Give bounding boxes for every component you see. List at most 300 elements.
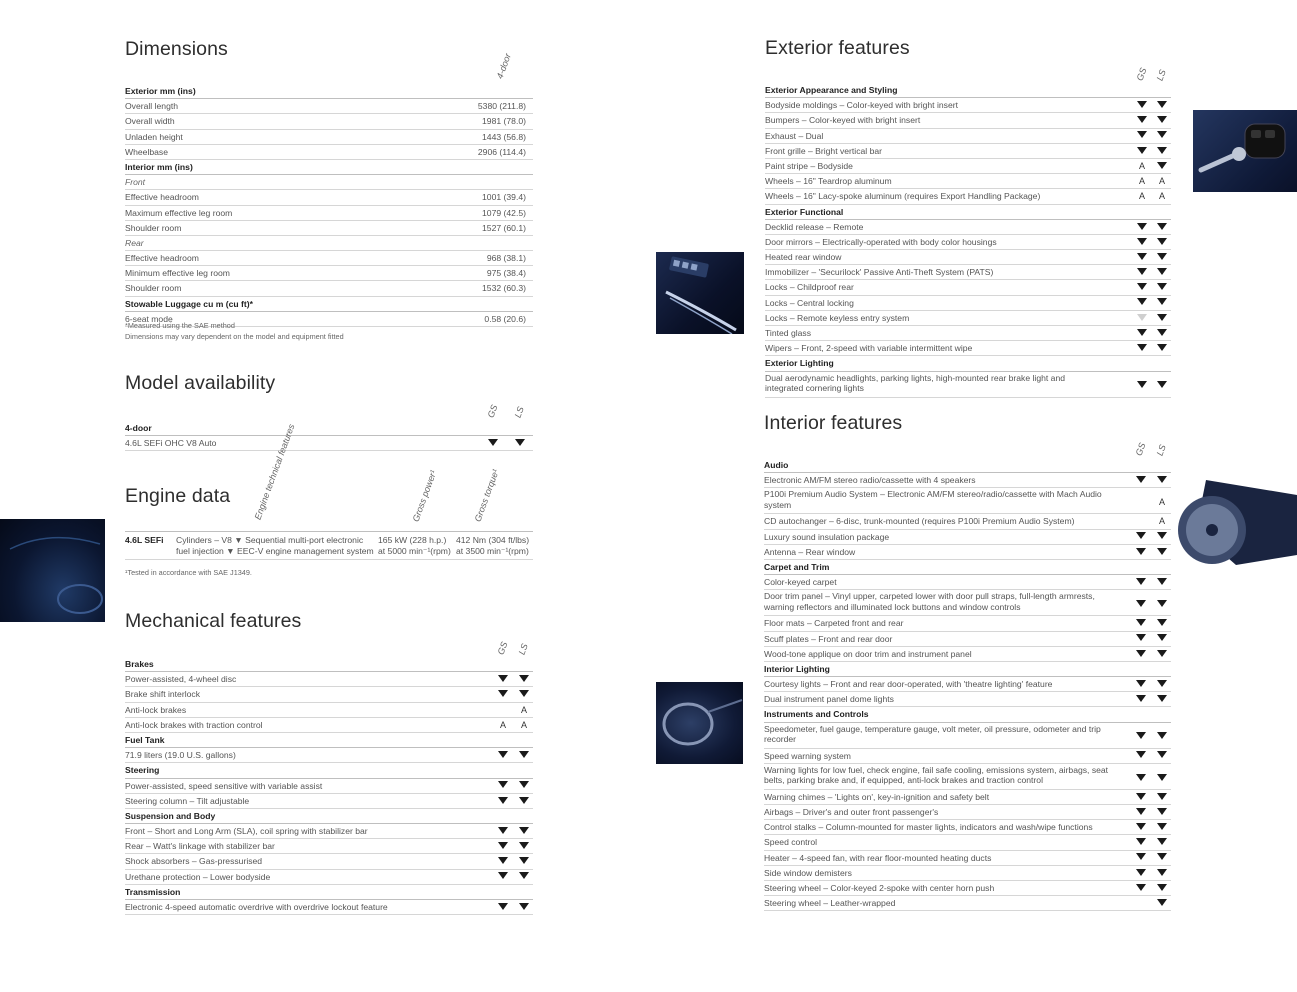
table-row bbox=[125, 854, 533, 869]
table-group-heading bbox=[125, 421, 533, 436]
table-group-heading bbox=[765, 205, 1171, 220]
table-row bbox=[764, 545, 1171, 560]
gs-marker bbox=[1135, 632, 1147, 646]
ls-marker: A bbox=[520, 719, 527, 730]
row-label: Minimum effective leg room bbox=[125, 268, 230, 279]
row-label: Steering wheel – Leather-wrapped bbox=[764, 898, 896, 909]
gs-marker bbox=[1136, 296, 1148, 310]
table-group-heading bbox=[765, 83, 1171, 98]
ls-marker bbox=[1156, 341, 1168, 355]
row-label: Rear bbox=[125, 237, 144, 248]
gs-marker bbox=[1135, 677, 1147, 691]
table-row bbox=[125, 870, 533, 885]
table-row bbox=[764, 749, 1171, 764]
table-row bbox=[125, 206, 533, 221]
table-row bbox=[125, 436, 533, 451]
ls-marker bbox=[518, 779, 530, 793]
table-row bbox=[765, 174, 1171, 189]
gs-marker bbox=[1135, 805, 1147, 819]
dimensions-note-2: Dimensions may vary dependent on the model and equipment fitted bbox=[125, 332, 344, 341]
ls-marker: A bbox=[520, 704, 527, 715]
ls-marker bbox=[1156, 881, 1168, 895]
gs-marker bbox=[487, 436, 499, 450]
row-label: Heater – 4-speed fan, with rear floor-mounted heating ducts bbox=[764, 852, 992, 863]
row-label: Effective headroom bbox=[125, 192, 199, 203]
gs-marker bbox=[1135, 835, 1147, 849]
gs-marker bbox=[1136, 341, 1148, 355]
row-label: Stowable Luggage cu m (cu ft)* bbox=[125, 298, 253, 309]
table-row bbox=[764, 616, 1171, 631]
table-row bbox=[765, 341, 1171, 356]
ls-marker bbox=[1156, 311, 1168, 325]
table-row bbox=[764, 835, 1171, 850]
gs-marker bbox=[1135, 575, 1147, 589]
row-label: Floor mats – Carpeted front and rear bbox=[764, 618, 904, 629]
engine-data-title: Engine data bbox=[125, 485, 231, 507]
gs-marker bbox=[1135, 771, 1147, 785]
table-row bbox=[125, 900, 533, 915]
row-label: Heated rear window bbox=[765, 252, 842, 263]
row-value: 1079 (42.5) bbox=[482, 207, 526, 218]
table-row bbox=[125, 145, 533, 160]
table-row bbox=[765, 144, 1171, 159]
row-label: Dual aerodynamic headlights, parking lights, high-mounted rear brake light and integrated cornering lights bbox=[765, 372, 1066, 394]
gs-marker: A bbox=[1138, 176, 1145, 187]
row-label: Bodyside moldings – Color-keyed with bright insert bbox=[765, 100, 958, 111]
row-label: Effective headroom bbox=[125, 253, 199, 264]
ls-marker bbox=[1156, 280, 1168, 294]
engine-col-features-label: Engine technical features bbox=[252, 422, 297, 521]
ls-marker: A bbox=[1158, 497, 1165, 508]
ls-marker bbox=[1156, 851, 1168, 865]
table-row bbox=[125, 114, 533, 129]
gs-marker: A bbox=[1138, 191, 1145, 202]
row-label: Wheelbase bbox=[125, 146, 168, 157]
engine-rule-top bbox=[125, 531, 533, 532]
table-row bbox=[765, 220, 1171, 235]
row-label: Control stalks – Column-mounted for master lights, indicators and wash/wipe functions bbox=[764, 822, 1093, 833]
row-label: Locks – Remote keyless entry system bbox=[765, 312, 910, 323]
table-row bbox=[125, 748, 533, 763]
table-row bbox=[764, 896, 1171, 911]
table-row bbox=[764, 723, 1171, 749]
engine-torque-1: 412 Nm (304 ft/lbs) bbox=[456, 535, 530, 545]
row-label: Dual instrument panel dome lights bbox=[764, 694, 894, 705]
ls-marker bbox=[1156, 820, 1168, 834]
table-row bbox=[764, 575, 1171, 590]
row-label: P100i Premium Audio System – Electronic AM/FM stereo/radio/cassette with Mach Audio system bbox=[764, 489, 1102, 510]
exterior-col-ls: LS bbox=[1154, 68, 1168, 82]
gs-marker bbox=[1135, 851, 1147, 865]
row-label: 4.6L SEFi OHC V8 Auto bbox=[125, 438, 217, 449]
row-label: 6-seat mode bbox=[125, 313, 173, 324]
row-label: Urethane protection – Lower bodyside bbox=[125, 871, 271, 882]
table-row bbox=[765, 250, 1171, 265]
row-label: Speed control bbox=[764, 837, 818, 848]
table-row bbox=[764, 851, 1171, 866]
gs-marker bbox=[1136, 311, 1148, 325]
row-label: Rear – Watt's linkage with stabilizer bar bbox=[125, 841, 275, 852]
table-group-heading bbox=[125, 809, 533, 824]
row-label: Shoulder room bbox=[125, 222, 182, 233]
ls-marker bbox=[1156, 98, 1168, 112]
table-row bbox=[125, 221, 533, 236]
ls-marker bbox=[1156, 250, 1168, 264]
row-value: 975 (38.4) bbox=[486, 268, 526, 279]
table-row bbox=[125, 672, 533, 687]
engine-features-1: Cylinders – V8 ▼ Sequential multi-port electronic bbox=[176, 535, 364, 545]
row-value: 1981 (78.0) bbox=[482, 116, 526, 127]
row-label: Exterior mm (ins) bbox=[125, 86, 196, 96]
table-row bbox=[764, 473, 1171, 488]
table-row bbox=[764, 530, 1171, 545]
door-lock-switch-photo bbox=[656, 252, 744, 334]
gs-marker bbox=[1135, 866, 1147, 880]
row-value: 1443 (56.8) bbox=[482, 131, 526, 142]
table-row bbox=[125, 718, 533, 733]
gs-marker bbox=[1135, 820, 1147, 834]
row-label: Speedometer, fuel gauge, temperature gauge, volt meter, oil pressure, odometer and trip recorder bbox=[764, 723, 1101, 745]
table-row bbox=[125, 794, 533, 809]
row-label: Side window demisters bbox=[764, 867, 852, 878]
row-label: Luxury sound insulation package bbox=[764, 531, 890, 542]
row-label: Bumpers – Color-keyed with bright insert bbox=[765, 115, 921, 126]
gs-marker bbox=[1136, 113, 1148, 127]
row-label: Shoulder room bbox=[125, 283, 182, 294]
row-label: Front grille – Bright vertical bar bbox=[765, 145, 883, 156]
gs-marker bbox=[497, 779, 509, 793]
row-label: Transmission bbox=[125, 886, 181, 897]
row-value: 1001 (39.4) bbox=[482, 192, 526, 203]
table-group-heading bbox=[125, 160, 533, 175]
ls-marker bbox=[1156, 632, 1168, 646]
ls-marker bbox=[1156, 473, 1168, 487]
table-group-heading bbox=[125, 84, 533, 99]
table-row bbox=[765, 113, 1171, 128]
row-label: Exhaust – Dual bbox=[765, 130, 824, 141]
row-label: Courtesy lights – Front and rear door-operated, with 'theatre lighting' feature bbox=[764, 679, 1053, 690]
row-value: 1532 (60.3) bbox=[482, 283, 526, 294]
table-row bbox=[125, 236, 533, 251]
table-row bbox=[125, 266, 533, 281]
table-row bbox=[764, 692, 1171, 707]
table-row bbox=[125, 99, 533, 114]
row-label: Airbags – Driver's and outer front passenger's bbox=[764, 807, 939, 817]
table-row bbox=[764, 790, 1171, 805]
gs-marker bbox=[1135, 749, 1147, 763]
table-row bbox=[764, 881, 1171, 896]
table-row bbox=[765, 311, 1171, 326]
gs-marker bbox=[1136, 129, 1148, 143]
gs-marker bbox=[1135, 545, 1147, 559]
ls-marker bbox=[518, 854, 530, 868]
table-group-heading bbox=[764, 458, 1171, 473]
row-label: Unladen height bbox=[125, 131, 183, 142]
engine-col-power: Gross power¹ bbox=[410, 468, 439, 523]
gs-marker bbox=[1136, 326, 1148, 340]
exterior-table bbox=[765, 83, 1171, 398]
table-row bbox=[764, 590, 1171, 616]
ls-marker bbox=[1156, 575, 1168, 589]
gs-marker bbox=[1135, 692, 1147, 706]
table-group-heading bbox=[125, 733, 533, 748]
ls-marker bbox=[1156, 545, 1168, 559]
table-row bbox=[764, 488, 1171, 514]
row-value: 1527 (60.1) bbox=[482, 222, 526, 233]
row-label: Electronic 4-speed automatic overdrive with overdrive lockout feature bbox=[125, 902, 388, 912]
gs-marker bbox=[497, 854, 509, 868]
table-row bbox=[765, 372, 1171, 398]
ls-marker bbox=[1156, 265, 1168, 279]
row-label: Immobilizer – 'Securilock' Passive Anti-Theft System (PATS) bbox=[765, 267, 994, 278]
ls-marker bbox=[1156, 616, 1168, 630]
model-availability-title: Model availability bbox=[125, 372, 276, 394]
row-label: Scuff plates – Front and rear door bbox=[764, 633, 893, 644]
ls-marker bbox=[518, 748, 530, 762]
ls-marker: A bbox=[1158, 516, 1165, 527]
row-label: Steering column – Tilt adjustable bbox=[125, 795, 250, 806]
engine-note: ¹Tested in accordance with SAE J1349. bbox=[125, 568, 252, 577]
table-row bbox=[125, 281, 533, 296]
engine-features-2: fuel injection ▼ EEC-V engine management system bbox=[176, 546, 374, 556]
row-label: Carpet and Trim bbox=[764, 561, 830, 572]
gs-marker bbox=[1135, 881, 1147, 895]
row-label: Audio bbox=[764, 460, 789, 470]
car-key-photo bbox=[1193, 110, 1297, 192]
interior-col-ls: LS bbox=[1154, 443, 1168, 457]
ls-marker bbox=[1156, 677, 1168, 691]
ls-marker bbox=[518, 824, 530, 838]
mechanical-col-gs: GS bbox=[495, 640, 510, 656]
row-label: Fuel Tank bbox=[125, 734, 165, 745]
row-label: Door mirrors – Electrically-operated with body color housings bbox=[765, 236, 997, 247]
table-row bbox=[125, 130, 533, 145]
ls-marker bbox=[1156, 805, 1168, 819]
ls-marker bbox=[1156, 129, 1168, 143]
row-value: 0.58 (20.6) bbox=[484, 313, 526, 324]
table-row bbox=[765, 265, 1171, 280]
ls-marker bbox=[1156, 896, 1168, 910]
ls-marker bbox=[1156, 730, 1168, 744]
car-key-drawing bbox=[1193, 110, 1297, 192]
gs-marker bbox=[1136, 280, 1148, 294]
table-row bbox=[765, 280, 1171, 295]
table-group-heading bbox=[764, 662, 1171, 677]
table-group-heading bbox=[125, 763, 533, 778]
table-group-heading bbox=[764, 560, 1171, 575]
row-label: Overall width bbox=[125, 116, 175, 127]
table-row bbox=[765, 189, 1171, 204]
row-label: Steering wheel – Color-keyed 2-spoke with center horn push bbox=[764, 882, 995, 893]
ls-marker bbox=[518, 870, 530, 884]
gs-marker bbox=[497, 824, 509, 838]
ls-marker bbox=[1156, 771, 1168, 785]
steering-interior-photo bbox=[656, 682, 743, 764]
interior-table bbox=[764, 458, 1171, 911]
dashboard-interior-photo bbox=[0, 519, 105, 622]
ls-marker bbox=[1156, 326, 1168, 340]
row-label: Maximum effective leg room bbox=[125, 207, 233, 218]
row-label: Wheels – 16" Teardrop aluminum bbox=[765, 176, 892, 187]
gs-marker bbox=[1136, 379, 1148, 393]
ls-marker bbox=[1156, 159, 1168, 173]
row-label: Interior mm (ins) bbox=[125, 161, 193, 172]
gs-marker bbox=[1136, 220, 1148, 234]
table-row bbox=[125, 839, 533, 854]
row-label: Speed warning system bbox=[764, 750, 851, 761]
ls-marker bbox=[1156, 113, 1168, 127]
row-label: Color-keyed carpet bbox=[764, 577, 837, 588]
gs-marker bbox=[497, 870, 509, 884]
row-label: Interior Lighting bbox=[764, 663, 830, 674]
table-group-heading bbox=[765, 356, 1171, 371]
row-label: Suspension and Body bbox=[125, 810, 216, 821]
table-row bbox=[764, 820, 1171, 835]
row-label: Brake shift interlock bbox=[125, 689, 200, 700]
gs-marker bbox=[1136, 98, 1148, 112]
row-label: Front – Short and Long Arm (SLA), coil spring with stabilizer bar bbox=[125, 826, 368, 837]
row-label: Front bbox=[125, 177, 146, 188]
exterior-col-gs: GS bbox=[1134, 66, 1149, 82]
cd-autochanger-drawing bbox=[1176, 470, 1297, 570]
row-value: 5380 (211.8) bbox=[477, 101, 526, 112]
row-label: Electronic AM/FM stereo radio/cassette with 4 speakers bbox=[764, 475, 976, 486]
table-row bbox=[764, 764, 1171, 790]
row-label: 71.9 liters (19.0 U.S. gallons) bbox=[125, 750, 236, 761]
dimensions-table bbox=[125, 84, 533, 327]
table-row bbox=[764, 866, 1171, 881]
table-group-heading bbox=[125, 885, 533, 900]
table-row bbox=[765, 129, 1171, 144]
row-label: Antenna – Rear window bbox=[764, 546, 856, 557]
row-label: Wood-tone applique on door trim and instrument panel bbox=[764, 648, 972, 659]
table-row bbox=[765, 159, 1171, 174]
engine-power-2: at 5000 min⁻¹(rpm) bbox=[378, 546, 451, 556]
table-row bbox=[125, 703, 533, 718]
ls-marker bbox=[1156, 835, 1168, 849]
gs-marker bbox=[1135, 730, 1147, 744]
table-row bbox=[125, 779, 533, 794]
ls-marker bbox=[1156, 235, 1168, 249]
gs-marker bbox=[1136, 250, 1148, 264]
row-label: Overall length bbox=[125, 101, 179, 112]
row-value: 968 (38.1) bbox=[486, 253, 526, 264]
row-label: Steering bbox=[125, 765, 160, 776]
row-label: Door trim panel – Vinyl upper, carpeted lower with door pull straps, full-length armrests, warning reflectors and illuminated lock buttons and window controls bbox=[764, 591, 1095, 612]
ls-marker bbox=[1156, 530, 1168, 544]
dimensions-note-1: *Measured using the SAE method bbox=[125, 321, 235, 330]
model-col-gs: GS bbox=[485, 403, 500, 419]
row-label: Locks – Central locking bbox=[765, 297, 854, 308]
gs-marker bbox=[497, 839, 509, 853]
ls-marker bbox=[1156, 749, 1168, 763]
ls-marker bbox=[518, 672, 530, 686]
row-label: 4-door bbox=[125, 423, 152, 433]
table-group-heading bbox=[125, 297, 533, 312]
row-label: Shock absorbers – Gas-pressurised bbox=[125, 856, 263, 867]
row-label: Power-assisted, 4-wheel disc bbox=[125, 674, 237, 685]
table-group-heading bbox=[764, 707, 1171, 722]
row-label: Decklid release – Remote bbox=[765, 221, 864, 232]
table-group-heading bbox=[125, 657, 533, 672]
table-row bbox=[125, 251, 533, 266]
row-label: Anti-lock brakes with traction control bbox=[125, 719, 263, 730]
engine-name: 4.6L SEFi bbox=[125, 535, 164, 545]
gs-marker: A bbox=[499, 719, 506, 730]
engine-rule-bottom bbox=[125, 559, 533, 560]
gs-marker bbox=[497, 687, 509, 701]
dashboard-interior-drawing bbox=[0, 519, 105, 622]
row-label: Exterior Appearance and Styling bbox=[765, 85, 898, 95]
row-label: Tinted glass bbox=[765, 328, 812, 338]
ls-marker: A bbox=[1158, 176, 1165, 187]
row-value: 2906 (114.4) bbox=[477, 146, 526, 157]
table-row bbox=[125, 824, 533, 839]
ls-marker bbox=[518, 839, 530, 853]
row-label: Power-assisted, speed sensitive with variable assist bbox=[125, 780, 323, 791]
gs-marker bbox=[1135, 473, 1147, 487]
row-label: Anti-lock brakes bbox=[125, 704, 187, 715]
gs-marker bbox=[1136, 265, 1148, 279]
ls-marker bbox=[518, 687, 530, 701]
gs-marker bbox=[1136, 144, 1148, 158]
dimensions-title: Dimensions bbox=[125, 38, 228, 60]
table-row bbox=[764, 805, 1171, 820]
ls-marker bbox=[1156, 790, 1168, 804]
gs-marker: A bbox=[1138, 160, 1145, 171]
gs-marker bbox=[1135, 530, 1147, 544]
row-label: Brakes bbox=[125, 659, 154, 669]
door-lock-switch-drawing bbox=[656, 252, 744, 334]
gs-marker bbox=[497, 900, 509, 914]
steering-interior-drawing bbox=[656, 682, 743, 764]
cd-autochanger-photo bbox=[1176, 470, 1297, 570]
table-row bbox=[765, 98, 1171, 113]
gs-marker bbox=[1135, 790, 1147, 804]
row-label: Warning chimes – 'Lights on', key-in-ignition and safety belt bbox=[764, 791, 990, 802]
table-row bbox=[125, 175, 533, 190]
mechanical-title: Mechanical features bbox=[125, 610, 302, 632]
table-row bbox=[125, 687, 533, 702]
row-label: Warning lights for low fuel, check engine, fail safe cooling, emissions system, airbags, seat belts, parking brake and, if equipped, anti-lock brakes and traction control bbox=[764, 764, 1109, 786]
gs-marker bbox=[497, 794, 509, 808]
mechanical-col-ls: LS bbox=[516, 642, 530, 656]
gs-marker bbox=[1135, 647, 1147, 661]
gs-marker bbox=[497, 672, 509, 686]
table-row bbox=[764, 647, 1171, 662]
ls-marker bbox=[1156, 597, 1168, 611]
gs-marker bbox=[1135, 597, 1147, 611]
engine-torque-2: at 3500 min⁻¹(rpm) bbox=[456, 546, 529, 556]
gs-marker bbox=[1136, 235, 1148, 249]
row-label: Exterior Functional bbox=[765, 206, 844, 217]
row-label: Wipers – Front, 2-speed with variable intermittent wipe bbox=[765, 343, 973, 354]
row-label: Exterior Lighting bbox=[765, 358, 834, 369]
table-row bbox=[765, 326, 1171, 341]
ls-marker bbox=[1156, 144, 1168, 158]
gs-marker bbox=[1135, 616, 1147, 630]
ls-marker bbox=[1156, 647, 1168, 661]
row-label: Locks – Childproof rear bbox=[765, 282, 854, 293]
engine-col-torque: Gross torque¹ bbox=[472, 467, 501, 523]
dimensions-col-header: 4-door bbox=[494, 52, 513, 80]
engine-power-1: 165 kW (228 h.p.) bbox=[378, 535, 447, 545]
ls-marker bbox=[1156, 692, 1168, 706]
ls-marker bbox=[1156, 866, 1168, 880]
row-label: Paint stripe – Bodyside bbox=[765, 160, 853, 171]
row-label: CD autochanger – 6-disc, trunk-mounted (requires P100i Premium Audio System) bbox=[764, 516, 1075, 527]
ls-marker: A bbox=[1158, 191, 1165, 202]
